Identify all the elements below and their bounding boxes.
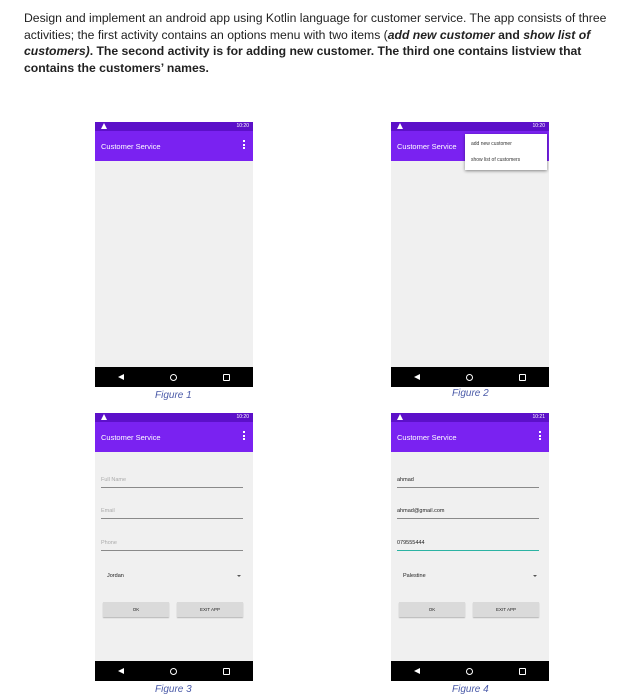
status-bar [391,413,549,422]
full-name-input[interactable]: Full Name [101,475,243,488]
phone-input[interactable]: 079555444 [397,538,539,551]
status-time: 10:21 [532,414,545,420]
phone-input[interactable]: Phone [101,538,243,551]
status-time: 10:20 [236,123,249,129]
exit-app-button[interactable]: EXIT APP [177,602,243,617]
phone-figure-3 [95,413,253,681]
problem-statement [24,10,614,76]
caption-figure-3: Figure 3 [155,684,192,695]
country-spinner[interactable] [107,571,243,581]
email-input[interactable]: ahmad@gmail.com [397,506,539,519]
recents-icon[interactable] [519,374,526,381]
statement-text-and: and [494,27,524,42]
status-time: 10:20 [236,414,249,420]
nav-bar [391,367,549,387]
overflow-menu-icon[interactable] [243,431,246,442]
app-title: Customer Service [101,433,161,442]
caption-figure-4: Figure 4 [452,684,489,695]
country-value: Palestine [403,573,426,579]
statement-text-2: . The second activity is for adding new customer. The third one contains listview that contains the customers’ names. [24,44,582,75]
exit-app-button[interactable]: EXIT APP [473,602,539,617]
notification-icon [101,414,107,420]
recents-icon[interactable] [223,374,230,381]
ok-button[interactable]: OK [399,602,465,617]
phone-figure-1 [95,122,253,387]
notification-icon [397,123,403,129]
home-icon[interactable] [170,668,177,675]
menu-item-add-customer[interactable]: add new customer [471,141,512,147]
status-bar [95,122,253,131]
dropdown-arrow-icon [237,575,241,577]
recents-icon[interactable] [223,668,230,675]
recents-icon[interactable] [519,668,526,675]
nav-bar [391,661,549,681]
caption-figure-1: Figure 1 [155,390,192,401]
notification-icon [397,414,403,420]
statement-add-customer: add new customer [387,27,495,42]
caption-figure-2: Figure 2 [452,388,489,399]
app-title: Customer Service [397,433,457,442]
email-input[interactable]: Email [101,506,243,519]
nav-bar [95,661,253,681]
status-bar [95,413,253,422]
back-icon[interactable] [118,668,124,674]
statement-show-list: show list of customers) [24,27,591,59]
home-icon[interactable] [466,374,473,381]
back-icon[interactable] [414,374,420,380]
phone-figure-4 [391,413,549,681]
status-time: 10:20 [532,123,545,129]
back-icon[interactable] [414,668,420,674]
phone-figure-2 [391,122,549,387]
statement-text-1: Design and implement an android app using Kotlin language for customer service. The app consists of three activities; the first activity contains an options menu with two items ( [24,11,607,42]
dropdown-arrow-icon [533,575,537,577]
menu-item-show-list[interactable]: show list of customers [471,157,521,163]
full-name-input[interactable]: ahmad [397,475,539,488]
notification-icon [101,123,107,129]
app-title: Customer Service [101,142,161,151]
status-bar [391,122,549,131]
home-icon[interactable] [170,374,177,381]
overflow-menu-icon[interactable] [539,431,542,442]
app-bar [95,131,253,161]
nav-bar [95,367,253,387]
app-bar [391,422,549,452]
overflow-menu-icon[interactable] [243,140,246,151]
ok-button[interactable]: OK [103,602,169,617]
options-menu [465,134,547,170]
home-icon[interactable] [466,668,473,675]
back-icon[interactable] [118,374,124,380]
app-bar [95,422,253,452]
country-spinner[interactable] [403,571,539,581]
country-value: Jordan [107,573,124,579]
app-title: Customer Service [397,142,457,151]
